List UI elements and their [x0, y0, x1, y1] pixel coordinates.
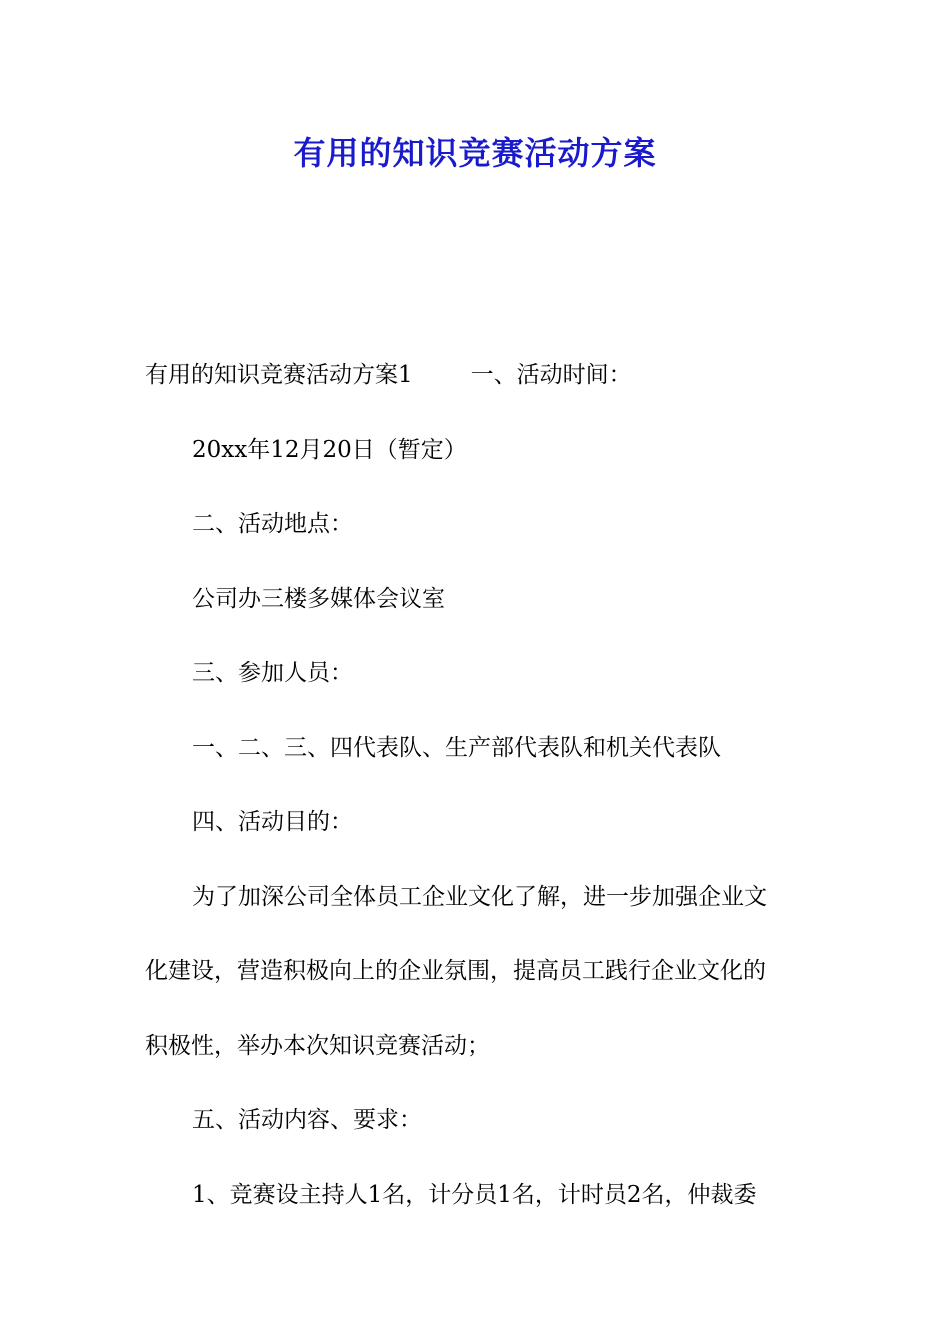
- paragraph-line: 20xx年12月20日（暂定）: [192, 436, 467, 463]
- paragraph-line: 为了加深公司全体员工企业文化了解，进一步加强企业文: [192, 883, 767, 910]
- document-title: 有用的知识竞赛活动方案: [293, 134, 657, 172]
- paragraph-line: 一、二、三、四代表队、生产部代表队和机关代表队: [192, 734, 721, 761]
- document-body: [145, 338, 815, 1232]
- subsection-heading: 一、活动时间：: [470, 362, 632, 388]
- paragraph-line: 化建设，营造积极向上的企业氛围，提高员工践行企业文化的: [145, 958, 766, 984]
- paragraph-line: 四、活动目的：: [192, 809, 353, 835]
- paragraph-line: 五、活动内容、要求：: [192, 1107, 422, 1133]
- paragraph-line: 三、参加人员：: [192, 660, 353, 686]
- section-heading: 有用的知识竞赛活动方案1: [145, 362, 413, 388]
- paragraph-line: [145, 338, 815, 413]
- paragraph-line: 1、竞赛设主持人1名，计分员1名，计时员2名，仲裁委: [192, 1181, 757, 1208]
- paragraph-line: 积极性，举办本次知识竞赛活动；: [145, 1032, 490, 1059]
- paragraph-line: 二、活动地点：: [192, 511, 353, 537]
- paragraph-line: 公司办三楼多媒体会议室: [192, 585, 445, 612]
